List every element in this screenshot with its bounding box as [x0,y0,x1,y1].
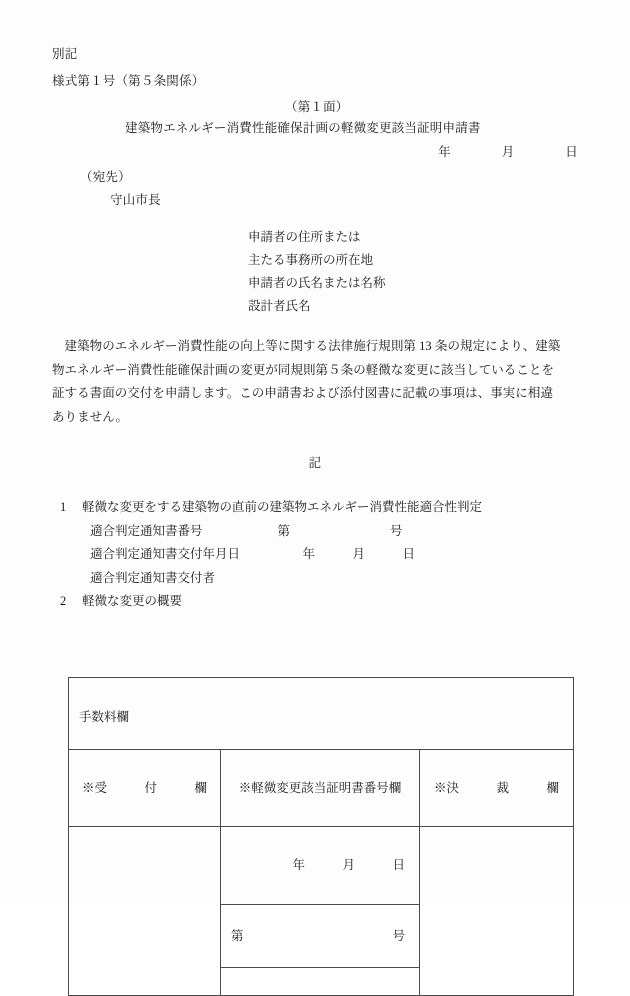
certificate-blank-cell[interactable] [221,968,420,996]
receipt-header-cell [69,749,221,827]
certificate-number-cell[interactable] [221,904,420,968]
item-number: 1 [60,500,67,514]
fee-table [68,677,574,996]
body-paragraph [52,340,582,434]
list-item [52,595,582,608]
certificate-date-value: 年 月 日 [292,858,405,872]
applicant-block [248,231,386,323]
table-row [69,678,574,750]
item-subline: 適合判定通知書番号 第 号 [90,523,403,538]
body-line-2: 物エネルギー消費性能確保計画の変更が同規則第５条の軽微な変更に該当していることを [52,362,555,377]
number-prefix: 第 [231,928,244,943]
body-line-1: 建築物のエネルギー消費性能の向上等に関する法律施行規則第 13 条の規定により、建築 [52,339,561,353]
receipt-header: ※受 付 欄 [81,780,207,795]
fee-cell[interactable] [69,678,574,750]
approval-header-cell [420,749,574,827]
body-line-3: 証する書面の交付を申請します。この申請書および添付図書に記載の事項は、事実に相違 [52,386,554,400]
certificate-number-header: ※軽微変更該当証明書番号欄 [238,780,402,795]
numbered-items [52,501,582,619]
applicant-name-label: 申請者の氏名または名称 [248,276,386,290]
receipt-input-cell[interactable] [69,827,221,996]
table-row [69,827,574,905]
approval-input-cell[interactable] [420,827,574,996]
fee-label: 手数料欄 [79,710,130,724]
applicant-office-location-label: 主たる事務所の所在地 [248,253,374,267]
body-line-4: ありません。 [52,409,129,424]
ki-mark: 記 [308,456,322,470]
designer-name-label: 設計者氏名 [248,299,311,313]
certificate-date-cell[interactable] [221,827,420,905]
date-line: 年 月 日 [438,145,578,159]
addressee-value: 守山市長 [110,193,161,207]
certificate-number-header-cell [221,749,420,827]
header-note: 別記 [52,47,78,61]
table-row [69,749,574,827]
item-text: 軽微な変更をする建築物の直前の建築物エネルギー消費性能適合性判定 [82,500,483,514]
applicant-address-label: 申請者の住所または [248,230,361,244]
approval-header: ※決 裁 欄 [434,780,560,795]
item-subline: 適合判定通知書交付年月日 年 月 日 [90,547,416,561]
document-title: 建築物エネルギー消費性能確保計画の軽微変更該当証明申請書 [125,121,481,135]
face-number: （第１面） [285,100,349,114]
item-number: 2 [60,594,67,608]
item-text: 軽微な変更の概要 [82,594,183,608]
addressee-label: （宛先） [80,170,131,184]
item-subline: 適合判定通知書交付者 [90,570,216,585]
list-item [52,501,582,514]
number-suffix: 号 [392,928,405,943]
form-number: 様式第１号（第５条関係） [52,74,205,88]
